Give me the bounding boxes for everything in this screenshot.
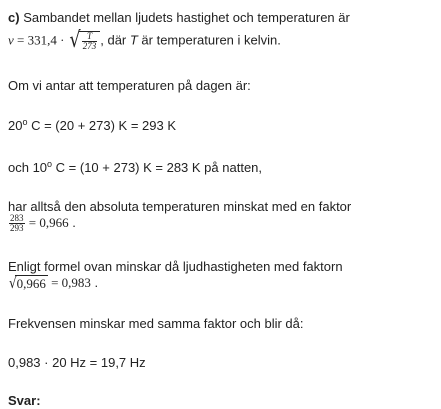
factor-result: = 0,966	[25, 214, 69, 230]
part-label: c)	[8, 10, 20, 25]
intro-text: Sambandet mellan ljudets hastighet och temperaturen är	[23, 10, 350, 25]
sqrt-result: = 0,983	[47, 275, 91, 290]
formula-tail-b: är temperaturen i kelvin.	[137, 32, 281, 48]
formula-tail-t: T	[129, 32, 138, 48]
assumption-line: Om vi antar att temperaturen på dagen är:	[8, 78, 251, 93]
formula-text-line: Enligt formel ovan minskar då ljudhastigheten med faktorn	[8, 259, 343, 274]
frequency-text-line: Frekvensen minskar med samma faktor och blir då:	[8, 316, 304, 331]
radical-sign-icon: √	[8, 274, 17, 293]
answer-label: Svar:	[8, 393, 41, 408]
radical-sign-icon: √	[69, 28, 81, 53]
fraction-t-over-273: $\frac{T}{273}$	[82, 31, 97, 51]
speed-formula-line	[8, 30, 281, 52]
sqrt-0966: √0,966	[8, 274, 46, 293]
sqrt-expression	[68, 30, 101, 52]
sqrt-factor-line: √0,966 = 0,983 .	[8, 274, 99, 293]
frequency-calc-line: 0,983 · 20 Hz = 19,7 Hz	[8, 355, 146, 370]
fraction-283-over-293: $\frac{283}{293}$	[10, 213, 24, 233]
day-temperature-line: 20$^o$ C = (20 + 273) K = 293 K	[8, 117, 176, 133]
night-temperature-line: och 10$^o$ C = (10 + 273) K = 283 K på natten,	[8, 159, 263, 175]
intro-line	[8, 10, 350, 26]
factor-text-line: har alltså den absoluta temperaturen minskat med en faktor	[8, 199, 352, 214]
formula-v: v	[8, 32, 14, 48]
factor-formula-line: $\frac{283}{293}$ = 0,966 .	[10, 213, 76, 233]
formula-tail-a: , där	[100, 32, 130, 48]
formula-constant: = 331,4 ·	[13, 32, 68, 48]
